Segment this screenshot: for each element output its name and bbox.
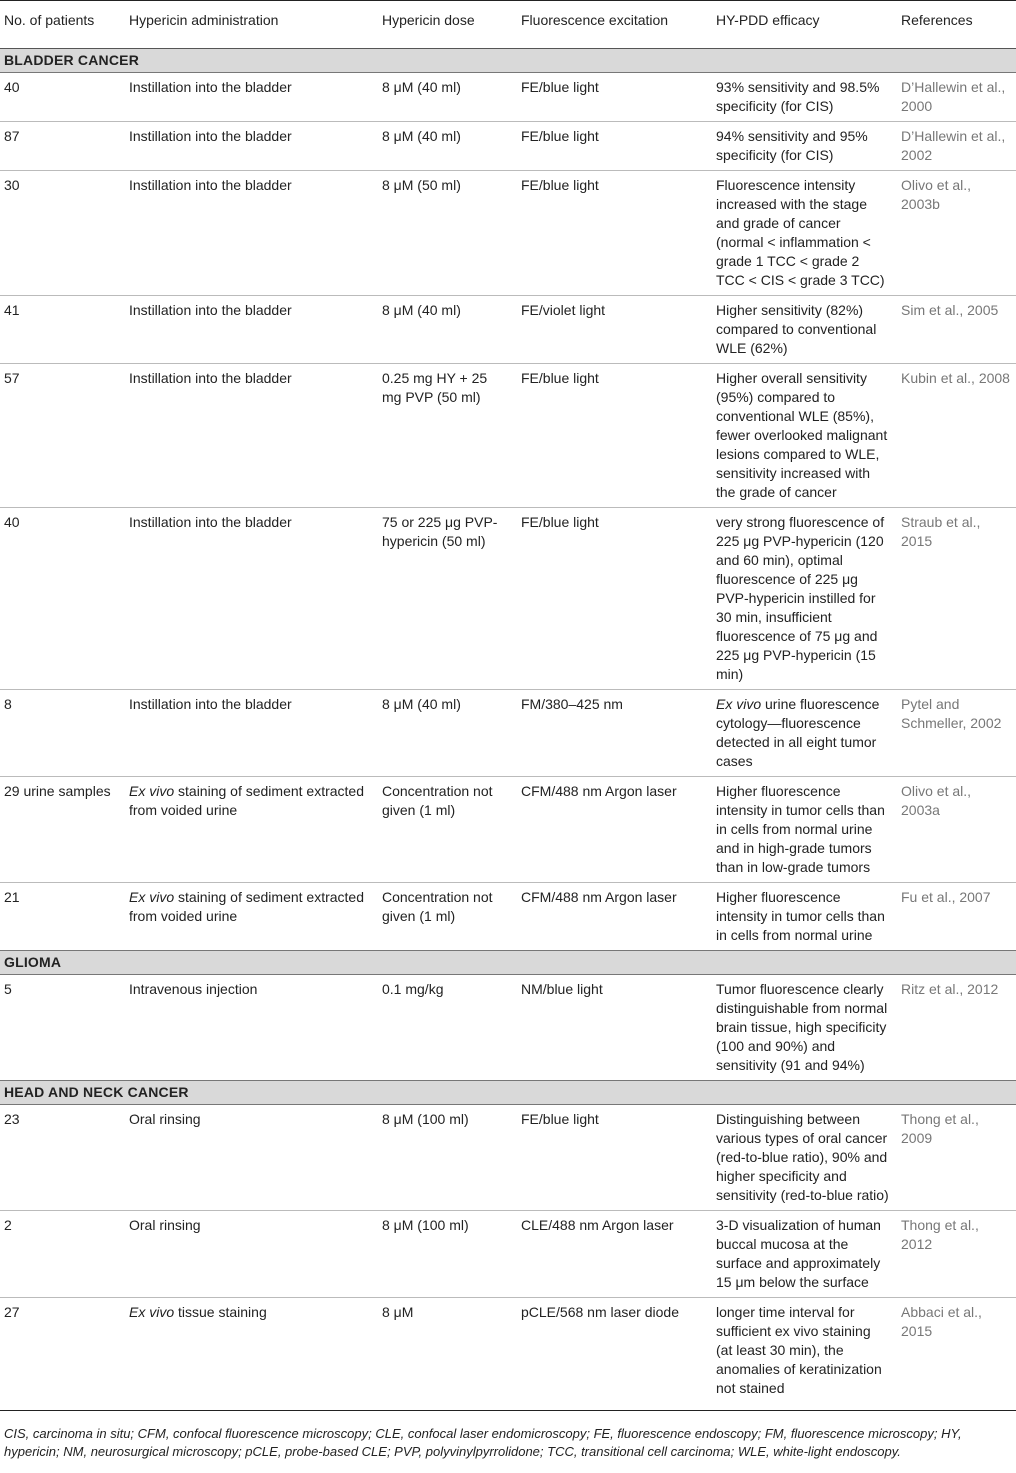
reference-cell: Ritz et al., 2012 — [901, 981, 999, 997]
efficacy-cell: Higher fluorescence intensity in tumor cells than in cells from normal urine — [710, 883, 895, 951]
excitation-cell: FE/blue light — [521, 79, 599, 95]
section-header-row — [0, 951, 1016, 975]
administration-cell: Instillation into the bladder — [129, 79, 292, 95]
efficacy-cell: longer time interval for sufficient ex vivo staining (at least 30 min), the anomalies of keratinization not stained — [710, 1298, 895, 1411]
dose-cell: 0.1 mg/kg — [382, 981, 444, 997]
reference-cell: D’Hallewin et al., 2000 — [901, 79, 1006, 114]
dose-cell: 8 μM (50 ml) — [376, 171, 515, 296]
administration-cell: Oral rinsing — [123, 1211, 376, 1298]
efficacy-cell: Higher overall sensitivity (95%) compared to conventional WLE (85%), fewer overlooked malignant lesions compared to WLE, sensitivity increased with the grade of cancer — [710, 364, 895, 508]
cell-text: staining of sediment extracted from voided urine — [129, 889, 365, 924]
efficacy-cell: Tumor fluorescence clearly distinguishable from normal brain tissue, high specificity (100 and 90%) and sensitivity (91 and 94%) — [716, 981, 888, 1073]
italic-term: Ex vivo — [129, 889, 175, 905]
table-row — [0, 777, 1016, 883]
excitation-cell: FE/blue light — [515, 364, 710, 508]
reference-cell: Abbaci et al., 2015 — [895, 1298, 1016, 1411]
efficacy-cell: 93% sensitivity and 98.5% specificity (for CIS) — [716, 79, 880, 114]
table-footnote: CIS, carcinoma in situ; CFM, confocal fluorescence microscopy; CLE, confocal laser endomicroscopy; FE, fluorescence endoscopy; FM, fluorescence microscopy; HY, hypericin; NM, neurosurgical microscopy; pCLE, probe-based CLE; PVP, polyvinylpyrrolidone; TCC, transitional cell carcinoma; WLE, white-light endoscopy. — [4, 1426, 962, 1459]
header-efficacy: HY-PDD efficacy — [710, 1, 895, 49]
efficacy-cell: Higher fluorescence intensity in tumor cells than in cells from normal urine and in high-grade tumors than in low-grade tumors — [710, 777, 895, 883]
excitation-cell: CLE/488 nm Argon laser — [515, 1211, 710, 1298]
dose-cell: 8 μM — [376, 1298, 515, 1411]
efficacy-cell — [710, 690, 895, 777]
table-body — [0, 49, 1016, 1411]
administration-cell: Instillation into the bladder — [123, 364, 376, 508]
patients-cell: 40 — [4, 79, 20, 95]
efficacy-cell: Fluorescence intensity increased with the stage and grade of cancer (normal < inflammation < grade 1 TCC < grade 2 TCC < CIS < grade 3 TCC) — [710, 171, 895, 296]
excitation-cell: FE/violet light — [515, 296, 710, 364]
excitation-cell: FE/blue light — [515, 171, 710, 296]
dose-cell: 8 μM (40 ml) — [376, 690, 515, 777]
reference-cell: Thong et al., 2009 — [901, 1111, 979, 1146]
administration-cell: Instillation into the bladder — [123, 508, 376, 690]
section-header-row — [0, 49, 1016, 73]
patients-cell: 87 — [0, 122, 123, 171]
reference-cell: Olivo et al., 2003a — [895, 777, 1016, 883]
table-row — [0, 1298, 1016, 1411]
dose-cell: 0.25 mg HY + 25 mg PVP (50 ml) — [376, 364, 515, 508]
efficacy-cell: 3-D visualization of human buccal mucosa at the surface and approximately 15 μm below the surface — [710, 1211, 895, 1298]
dose-cell: 8 μM (40 ml) — [376, 296, 515, 364]
reference-cell: D’Hallewin et al., 2002 — [895, 122, 1016, 171]
dose-cell: 75 or 225 μg PVP-hypericin (50 ml) — [376, 508, 515, 690]
patients-cell: 29 urine samples — [0, 777, 123, 883]
table-row — [0, 508, 1016, 690]
administration-cell — [123, 777, 376, 883]
patients-cell: 21 — [0, 883, 123, 951]
efficacy-cell: very strong fluorescence of 225 μg PVP-hypericin (120 and 60 min), optimal fluorescence of 225 μg PVP-hypericin instilled for 30 min, insufficient fluorescence of 75 μg and 225 μg PVP-hypericin (15 min) — [710, 508, 895, 690]
efficacy-cell: 94% sensitivity and 95% specificity (for CIS) — [710, 122, 895, 171]
excitation-cell: FE/blue light — [521, 1111, 599, 1127]
dose-cell: 8 μM (40 ml) — [382, 79, 461, 95]
table-row — [0, 1105, 1016, 1211]
italic-term: Ex vivo — [129, 1304, 175, 1320]
excitation-cell: CFM/488 nm Argon laser — [515, 777, 710, 883]
administration-cell: Instillation into the bladder — [123, 296, 376, 364]
section-title: HEAD AND NECK CANCER — [0, 1081, 1016, 1105]
dose-cell: 8 μM (100 ml) — [376, 1211, 515, 1298]
administration-cell: Instillation into the bladder — [123, 690, 376, 777]
table-header-row — [0, 1, 1016, 49]
reference-cell: Fu et al., 2007 — [895, 883, 1016, 951]
table-row — [0, 73, 1016, 122]
excitation-cell: pCLE/568 nm laser diode — [515, 1298, 710, 1411]
table-row — [0, 1211, 1016, 1298]
administration-cell: Oral rinsing — [129, 1111, 201, 1127]
excitation-cell: FM/380–425 nm — [515, 690, 710, 777]
section-title: BLADDER CANCER — [0, 49, 1016, 73]
header-references: References — [895, 1, 1016, 49]
patients-cell: 2 — [0, 1211, 123, 1298]
section-title: GLIOMA — [0, 951, 1016, 975]
cell-text: urine fluorescence cytology—fluorescence detected in all eight tumor cases — [716, 696, 880, 769]
dose-cell: Concentration not given (1 ml) — [376, 883, 515, 951]
header-administration: Hypericin administration — [123, 1, 376, 49]
header-patients: No. of patients — [0, 1, 123, 49]
table-row — [0, 690, 1016, 777]
reference-cell: Thong et al., 2012 — [895, 1211, 1016, 1298]
reference-cell: Kubin et al., 2008 — [895, 364, 1016, 508]
table-row — [0, 883, 1016, 951]
cell-text: staining of sediment extracted from voided urine — [129, 783, 365, 818]
patients-cell: 40 — [0, 508, 123, 690]
patients-cell: 30 — [0, 171, 123, 296]
header-dose: Hypericin dose — [376, 1, 515, 49]
excitation-cell: CFM/488 nm Argon laser — [515, 883, 710, 951]
reference-cell: Straub et al., 2015 — [895, 508, 1016, 690]
table-row — [0, 122, 1016, 171]
table-row — [0, 296, 1016, 364]
dose-cell: 8 μM (40 ml) — [376, 122, 515, 171]
header-excitation: Fluorescence excitation — [515, 1, 710, 49]
excitation-cell: NM/blue light — [521, 981, 603, 997]
italic-term: Ex vivo — [716, 696, 762, 712]
patients-cell: 5 — [4, 981, 12, 997]
table-row — [0, 975, 1016, 1081]
reference-cell: Sim et al., 2005 — [895, 296, 1016, 364]
administration-cell — [123, 1298, 376, 1411]
reference-cell: Pytel and Schmeller, 2002 — [895, 690, 1016, 777]
patients-cell: 8 — [0, 690, 123, 777]
reference-cell: Olivo et al., 2003b — [895, 171, 1016, 296]
patients-cell: 57 — [0, 364, 123, 508]
italic-term: Ex vivo — [129, 783, 175, 799]
table-row — [0, 171, 1016, 296]
administration-cell: Intravenous injection — [129, 981, 258, 997]
excitation-cell: FE/blue light — [515, 508, 710, 690]
efficacy-cell: Higher sensitivity (82%) compared to conventional WLE (62%) — [710, 296, 895, 364]
excitation-cell: FE/blue light — [515, 122, 710, 171]
section-header-row — [0, 1081, 1016, 1105]
dose-cell: Concentration not given (1 ml) — [376, 777, 515, 883]
cell-text: tissue staining — [174, 1304, 267, 1320]
efficacy-cell: Distinguishing between various types of oral cancer (red-to-blue ratio), 90% and higher specificity and sensitivity (red-to-blue ratio) — [716, 1111, 889, 1203]
administration-cell: Instillation into the bladder — [123, 171, 376, 296]
table-row — [0, 364, 1016, 508]
patients-cell: 27 — [0, 1298, 123, 1411]
patients-cell: 41 — [0, 296, 123, 364]
administration-cell: Instillation into the bladder — [123, 122, 376, 171]
administration-cell — [123, 883, 376, 951]
dose-cell: 8 μM (100 ml) — [382, 1111, 469, 1127]
patients-cell: 23 — [4, 1111, 20, 1127]
